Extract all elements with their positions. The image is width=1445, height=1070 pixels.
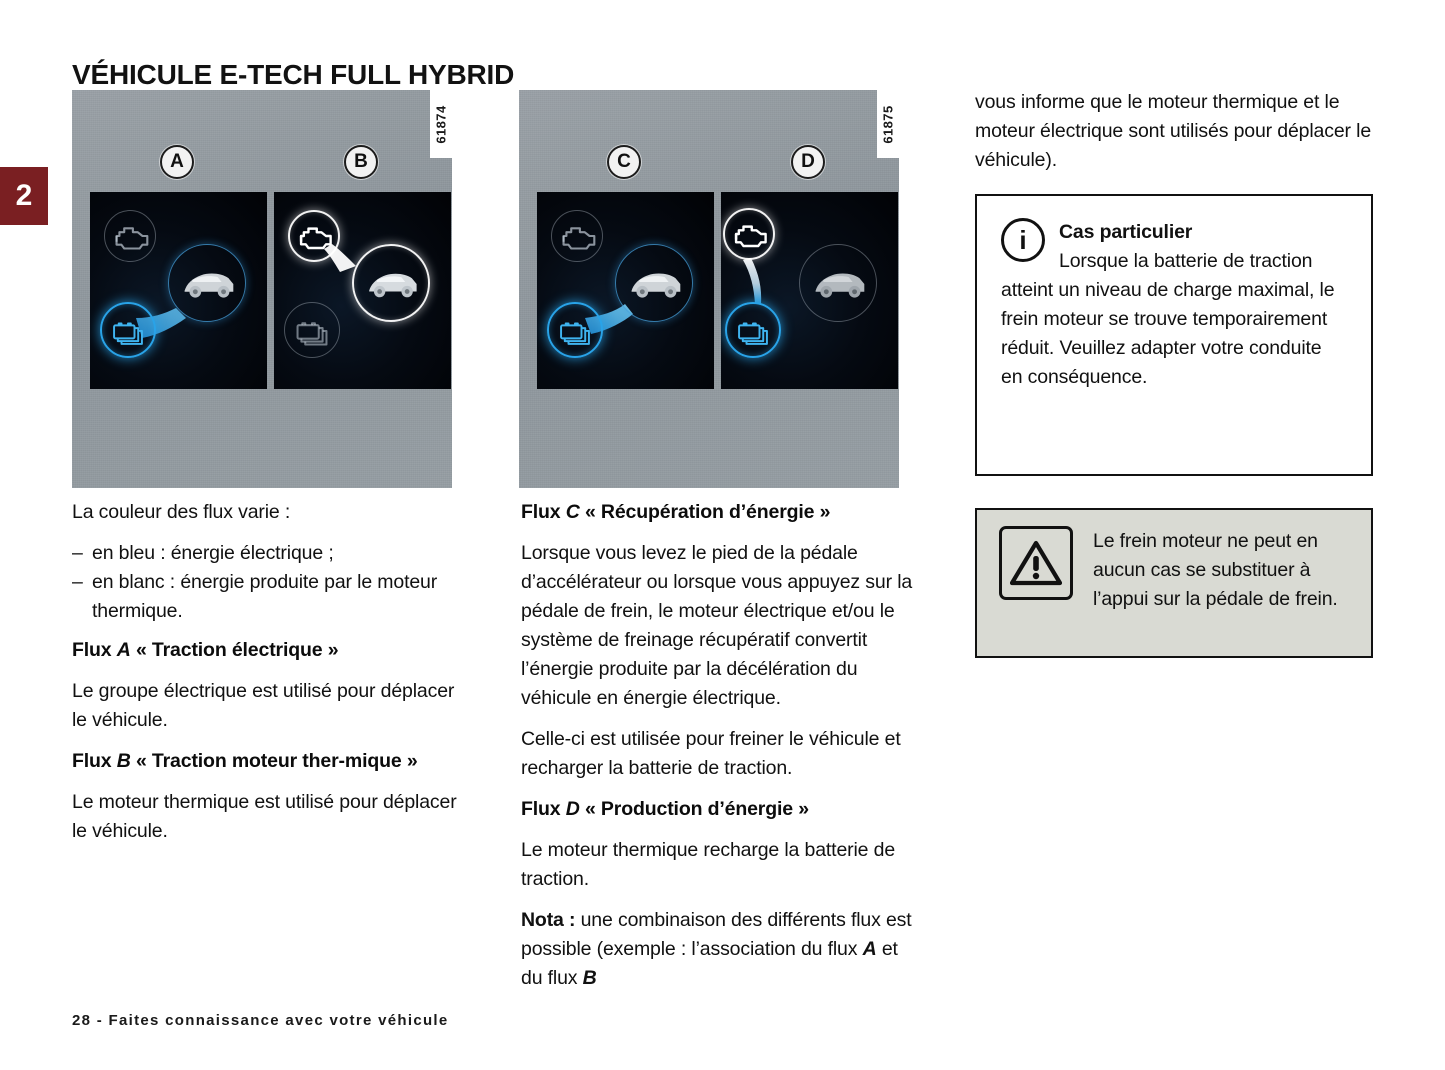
panel-label-d: D — [791, 145, 825, 179]
icon-vehicle-c — [615, 244, 693, 322]
info-box-body-2: Veuillez adapter votre conduite en conséquence. — [1001, 337, 1322, 388]
list-item — [72, 539, 470, 568]
flux-colour-intro: La couleur des flux varie : — [72, 501, 291, 523]
nota-text-2: et du flux — [521, 938, 898, 989]
chapter-tab — [0, 167, 48, 225]
continuation-paragraph: vous informe que le moteur thermique et le moteur électrique sont utilisés pour déplacer le véhicule). — [975, 91, 1372, 171]
flux-colour-list — [72, 539, 470, 626]
page-title: VÉHICULE E-TECH FULL HYBRID — [72, 58, 515, 90]
panel-d-screen — [721, 192, 898, 389]
icon-battery-b — [284, 302, 340, 358]
panel-label-c: C — [607, 145, 641, 179]
flux-d-heading — [521, 795, 921, 824]
icon-engine-d — [723, 208, 775, 260]
flux-c-heading-post: « Récupération d’énergie » — [579, 501, 831, 523]
right-text-column — [975, 88, 1375, 187]
flux-a-heading-pre: Flux — [72, 639, 117, 661]
flux-b-body: Le moteur thermique est utilisé pour déplacer le véhicule. — [72, 791, 457, 842]
flux-d-heading-pre: Flux — [521, 798, 566, 820]
figure-energy-flows-ab — [72, 90, 452, 488]
panel-b-screen — [274, 192, 451, 389]
flux-b-heading — [72, 747, 470, 776]
icon-battery-c — [547, 302, 603, 358]
nota-flux-b: B — [582, 967, 597, 989]
figure-reference-61875: 61875 — [877, 90, 899, 158]
flux-c-letter: C — [565, 501, 580, 523]
middle-text-column — [521, 498, 921, 1005]
nota-paragraph — [521, 906, 921, 993]
flux-c-body-2: Celle-ci est utilisée pour freiner le véhicule et recharger la batterie de traction. — [521, 728, 901, 779]
left-text-column — [72, 498, 470, 858]
info-box-title: Cas particulier — [1059, 221, 1193, 243]
warning-triangle-glyph — [1010, 539, 1062, 587]
flux-a-heading-post: « Traction électrique » — [130, 639, 339, 661]
icon-engine-c — [551, 210, 603, 262]
flux-c-body: Lorsque vous levez le pied de la pédale d’accélérateur ou lorsque vous appuyez sur la pédale de frein, le moteur électrique et/ou le système de freinage récupératif convertit l’énergie produite par la décélération du véhicule en énergie électrique. — [521, 542, 913, 709]
panel-a-screen — [90, 192, 267, 389]
figure-reference-61874: 61874 — [430, 90, 452, 158]
icon-battery-a — [100, 302, 156, 358]
warning-box-text: Le frein moteur ne peut en aucun cas se substituer à l’appui sur la pédale de frein. — [1093, 530, 1338, 610]
panel-label-a: A — [160, 145, 194, 179]
flux-a-body: Le groupe électrique est utilisé pour déplacer le véhicule. — [72, 680, 455, 731]
flux-b-heading-post: « Traction moteur ther-mique » — [130, 750, 418, 772]
flux-b-letter: B — [116, 750, 131, 772]
flux-a-letter: A — [116, 639, 131, 661]
info-icon — [1001, 218, 1045, 262]
panel-c-screen — [537, 192, 714, 389]
chapter-number: 2 — [15, 179, 33, 212]
info-box-body: Lorsque la batterie de traction atteint un niveau de charge maximal, le frein moteur se trouve temporairement réduit. — [1001, 250, 1335, 359]
nota-text-1: une combinaison des différents flux est possible (exemple : l’association du flux — [521, 909, 912, 960]
flux-c-heading — [521, 498, 921, 527]
icon-engine-a — [104, 210, 156, 262]
nota-flux-a: A — [862, 938, 877, 960]
icon-engine-b — [288, 210, 340, 262]
icon-battery-d — [725, 302, 781, 358]
info-icon-glyph: i — [1019, 225, 1027, 255]
info-box-text — [1001, 218, 1347, 392]
icon-vehicle-b — [352, 244, 430, 322]
icon-vehicle-d — [799, 244, 877, 322]
flux-a-heading — [72, 636, 470, 665]
list-item — [72, 568, 470, 626]
list-item-label: en bleu : énergie électrique ; — [92, 542, 334, 564]
flux-c-heading-pre: Flux — [521, 501, 566, 523]
flux-b-heading-pre: Flux — [72, 750, 117, 772]
figure-energy-flows-cd — [519, 90, 899, 488]
list-dash: – — [72, 542, 83, 564]
panel-label-b: B — [344, 145, 378, 179]
info-box-cas-particulier — [975, 194, 1373, 476]
list-dash: – — [72, 571, 83, 593]
icon-vehicle-a — [168, 244, 246, 322]
list-item-label: en blanc : énergie produite par le moteur thermique. — [92, 571, 438, 622]
flux-d-body: Le moteur thermique recharge la batterie de traction. — [521, 839, 896, 890]
warning-triangle-icon — [999, 526, 1073, 600]
warning-box-frein-moteur — [975, 508, 1373, 658]
page-footer: 28 - Faites connaissance avec votre véhicule — [72, 1012, 449, 1029]
flux-d-letter: D — [565, 798, 580, 820]
nota-label: Nota : — [521, 909, 576, 931]
flux-d-heading-post: « Production d’énergie » — [579, 798, 809, 820]
